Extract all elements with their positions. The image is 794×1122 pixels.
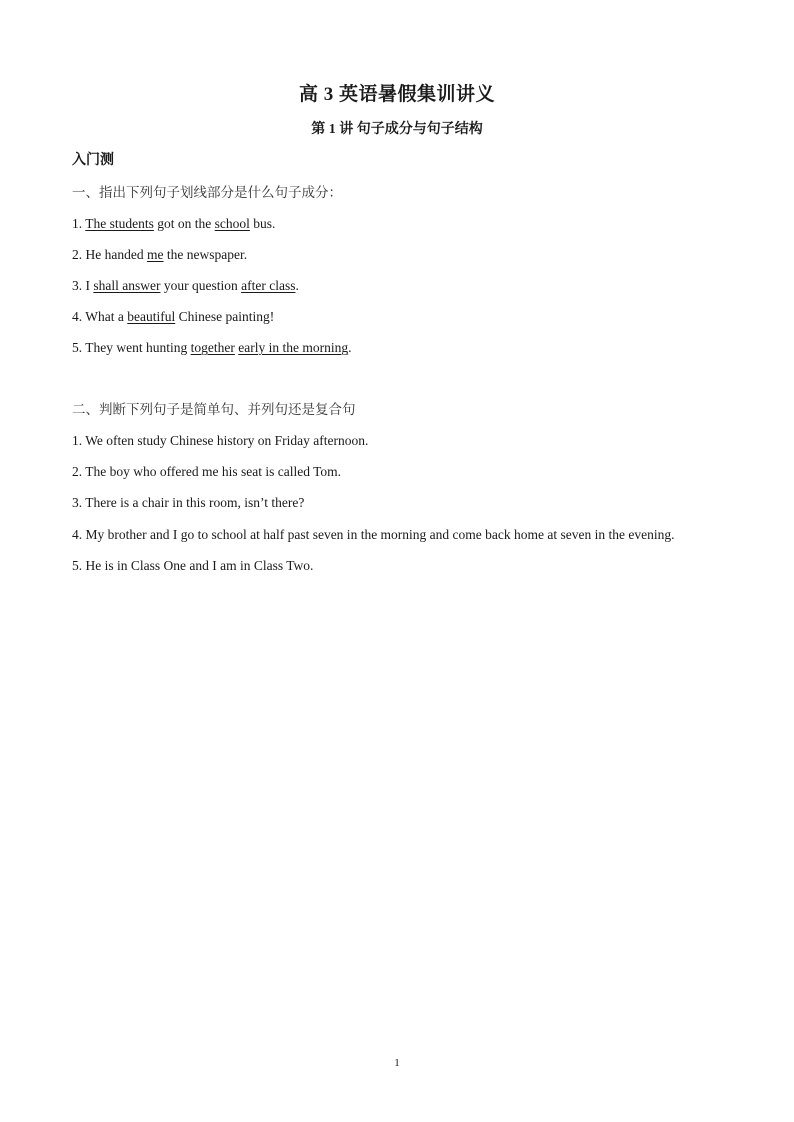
text-segment: .	[348, 340, 352, 355]
section2-item: 1. We often study Chinese history on Friday afternoon.	[72, 433, 369, 448]
underlined-segment: The students	[85, 216, 154, 231]
text-segment: .	[295, 278, 299, 293]
section1-item	[72, 246, 247, 264]
section2-item: 5. He is in Class One and I am in Class Two.	[72, 558, 314, 573]
section1-item	[72, 308, 274, 326]
underlined-segment: school	[214, 216, 250, 231]
intro-test-label: 入门测	[72, 153, 114, 168]
section1-item	[72, 277, 299, 295]
text-segment: He handed	[85, 247, 147, 262]
section2-item: 2. The boy who offered me his seat is called Tom.	[72, 464, 341, 479]
text-segment: I	[85, 278, 94, 293]
underlined-segment: beautiful	[127, 309, 176, 324]
text-segment: What a	[85, 309, 128, 324]
text-segment: got on the	[153, 216, 215, 231]
underlined-segment: shall answer	[93, 278, 161, 293]
underlined-segment: early in the morning	[238, 340, 349, 355]
item-number: 5.	[72, 340, 86, 355]
section1-item	[72, 339, 351, 357]
lesson-subtitle: 第 1 讲 句子成分与句子结构	[311, 122, 483, 137]
text-segment: Chinese painting!	[175, 309, 275, 324]
section2-item: 4. My brother and I go to school at half past seven in the morning and come back home at seven in the evening.	[72, 527, 675, 542]
text-segment: They went hunting	[85, 340, 191, 355]
section2-item: 3. There is a chair in this room, isn’t there?	[72, 495, 305, 510]
underlined-segment: after class	[241, 278, 296, 293]
text-segment: your question	[160, 278, 242, 293]
item-number: 4.	[72, 309, 86, 324]
page-number: 1	[394, 1057, 400, 1069]
section1-item	[72, 215, 275, 233]
underlined-segment: me	[146, 247, 164, 262]
item-number: 2.	[72, 247, 86, 262]
document-title: 高 3 英语暑假集训讲义	[298, 84, 495, 105]
text-segment: bus.	[249, 216, 276, 231]
section2-instruction: 二、判断下列句子是简单句、并列句还是复合句	[72, 402, 356, 417]
text-segment: the newspaper.	[163, 247, 248, 262]
item-number: 1.	[72, 216, 86, 231]
item-number: 3.	[72, 278, 86, 293]
underlined-segment: together	[190, 340, 235, 355]
section1-instruction: 一、指出下列句子划线部分是什么句子成分：	[72, 185, 342, 200]
